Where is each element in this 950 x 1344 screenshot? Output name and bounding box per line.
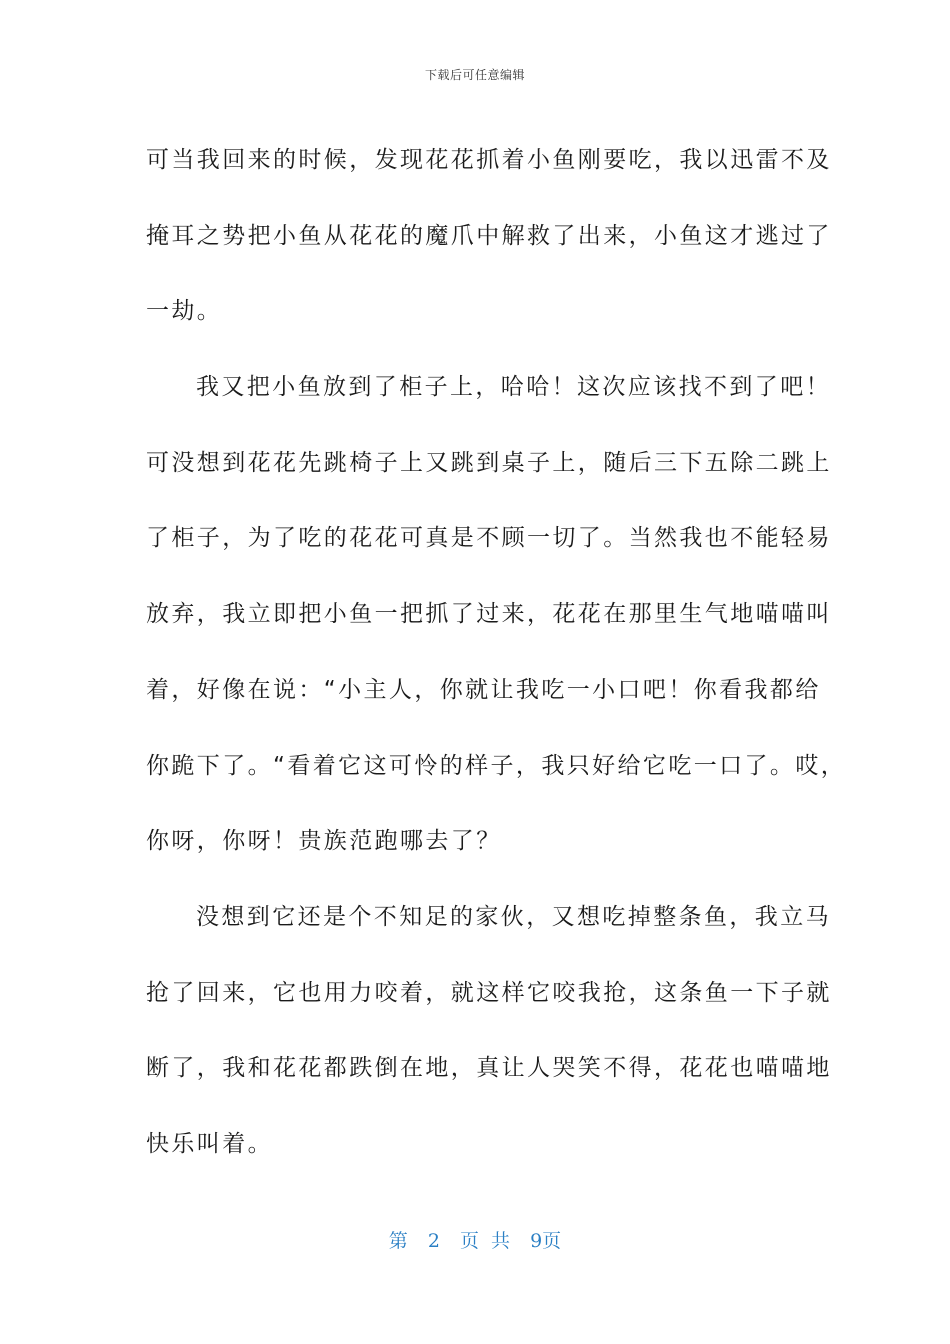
text-line: 快乐叫着。 xyxy=(146,1130,273,1157)
page-label-mid: 页 共 xyxy=(460,1230,511,1252)
text-line: 你呀，你呀！贵族范跑哪去了？ xyxy=(146,828,502,855)
text-line: 没想到它还是个不知足的家伙，又想吃掉整条鱼，我立马 xyxy=(196,903,831,930)
text-line: 了柜子，为了吃的花花可真是不顾一切了。当然我也不能轻易 xyxy=(146,525,832,552)
text-line: 着，好像在说：“小主人，你就让我吃一小口吧！你看我都给 xyxy=(146,676,821,703)
text-line: 掩耳之势把小鱼从花花的魔爪中解救了出来，小鱼这才逃过了 xyxy=(146,222,832,249)
page-footer xyxy=(0,1226,950,1253)
text-line: 放弃，我立即把小鱼一把抓了过来，花花在那里生气地喵喵叫 xyxy=(146,601,832,628)
page-header: 下载后可任意编辑 xyxy=(424,68,525,82)
total-pages: 9页 xyxy=(530,1230,562,1252)
paragraph-1 xyxy=(146,123,832,350)
text-line: 一劫。 xyxy=(146,298,223,325)
text-line: 可当我回来的时候，发现花花抓着小鱼刚要吃，我以迅雷不及 xyxy=(146,147,832,173)
text-line: 你跪下了。“看着它这可怜的样子，我只好给它吃一口了。哎， xyxy=(146,752,847,779)
paragraph-2 xyxy=(146,350,847,880)
text-line: 断了，我和花花都跌倒在地，真让人哭笑不得，花花也喵喵地 xyxy=(146,1055,832,1082)
text-line: 我又把小鱼放到了柜子上，哈哈！这次应该找不到了吧！ xyxy=(196,374,831,401)
paragraph-3 xyxy=(146,880,832,1183)
page-number: 2 xyxy=(427,1230,440,1252)
document-body xyxy=(146,123,847,1183)
text-line: 抢了回来，它也用力咬着，就这样它咬我抢，这条鱼一下子就 xyxy=(146,979,832,1006)
page-label-prefix: 第 xyxy=(388,1230,408,1252)
text-line: 可没想到花花先跳椅子上又跳到桌子上，随后三下五除二跳上 xyxy=(146,449,832,476)
